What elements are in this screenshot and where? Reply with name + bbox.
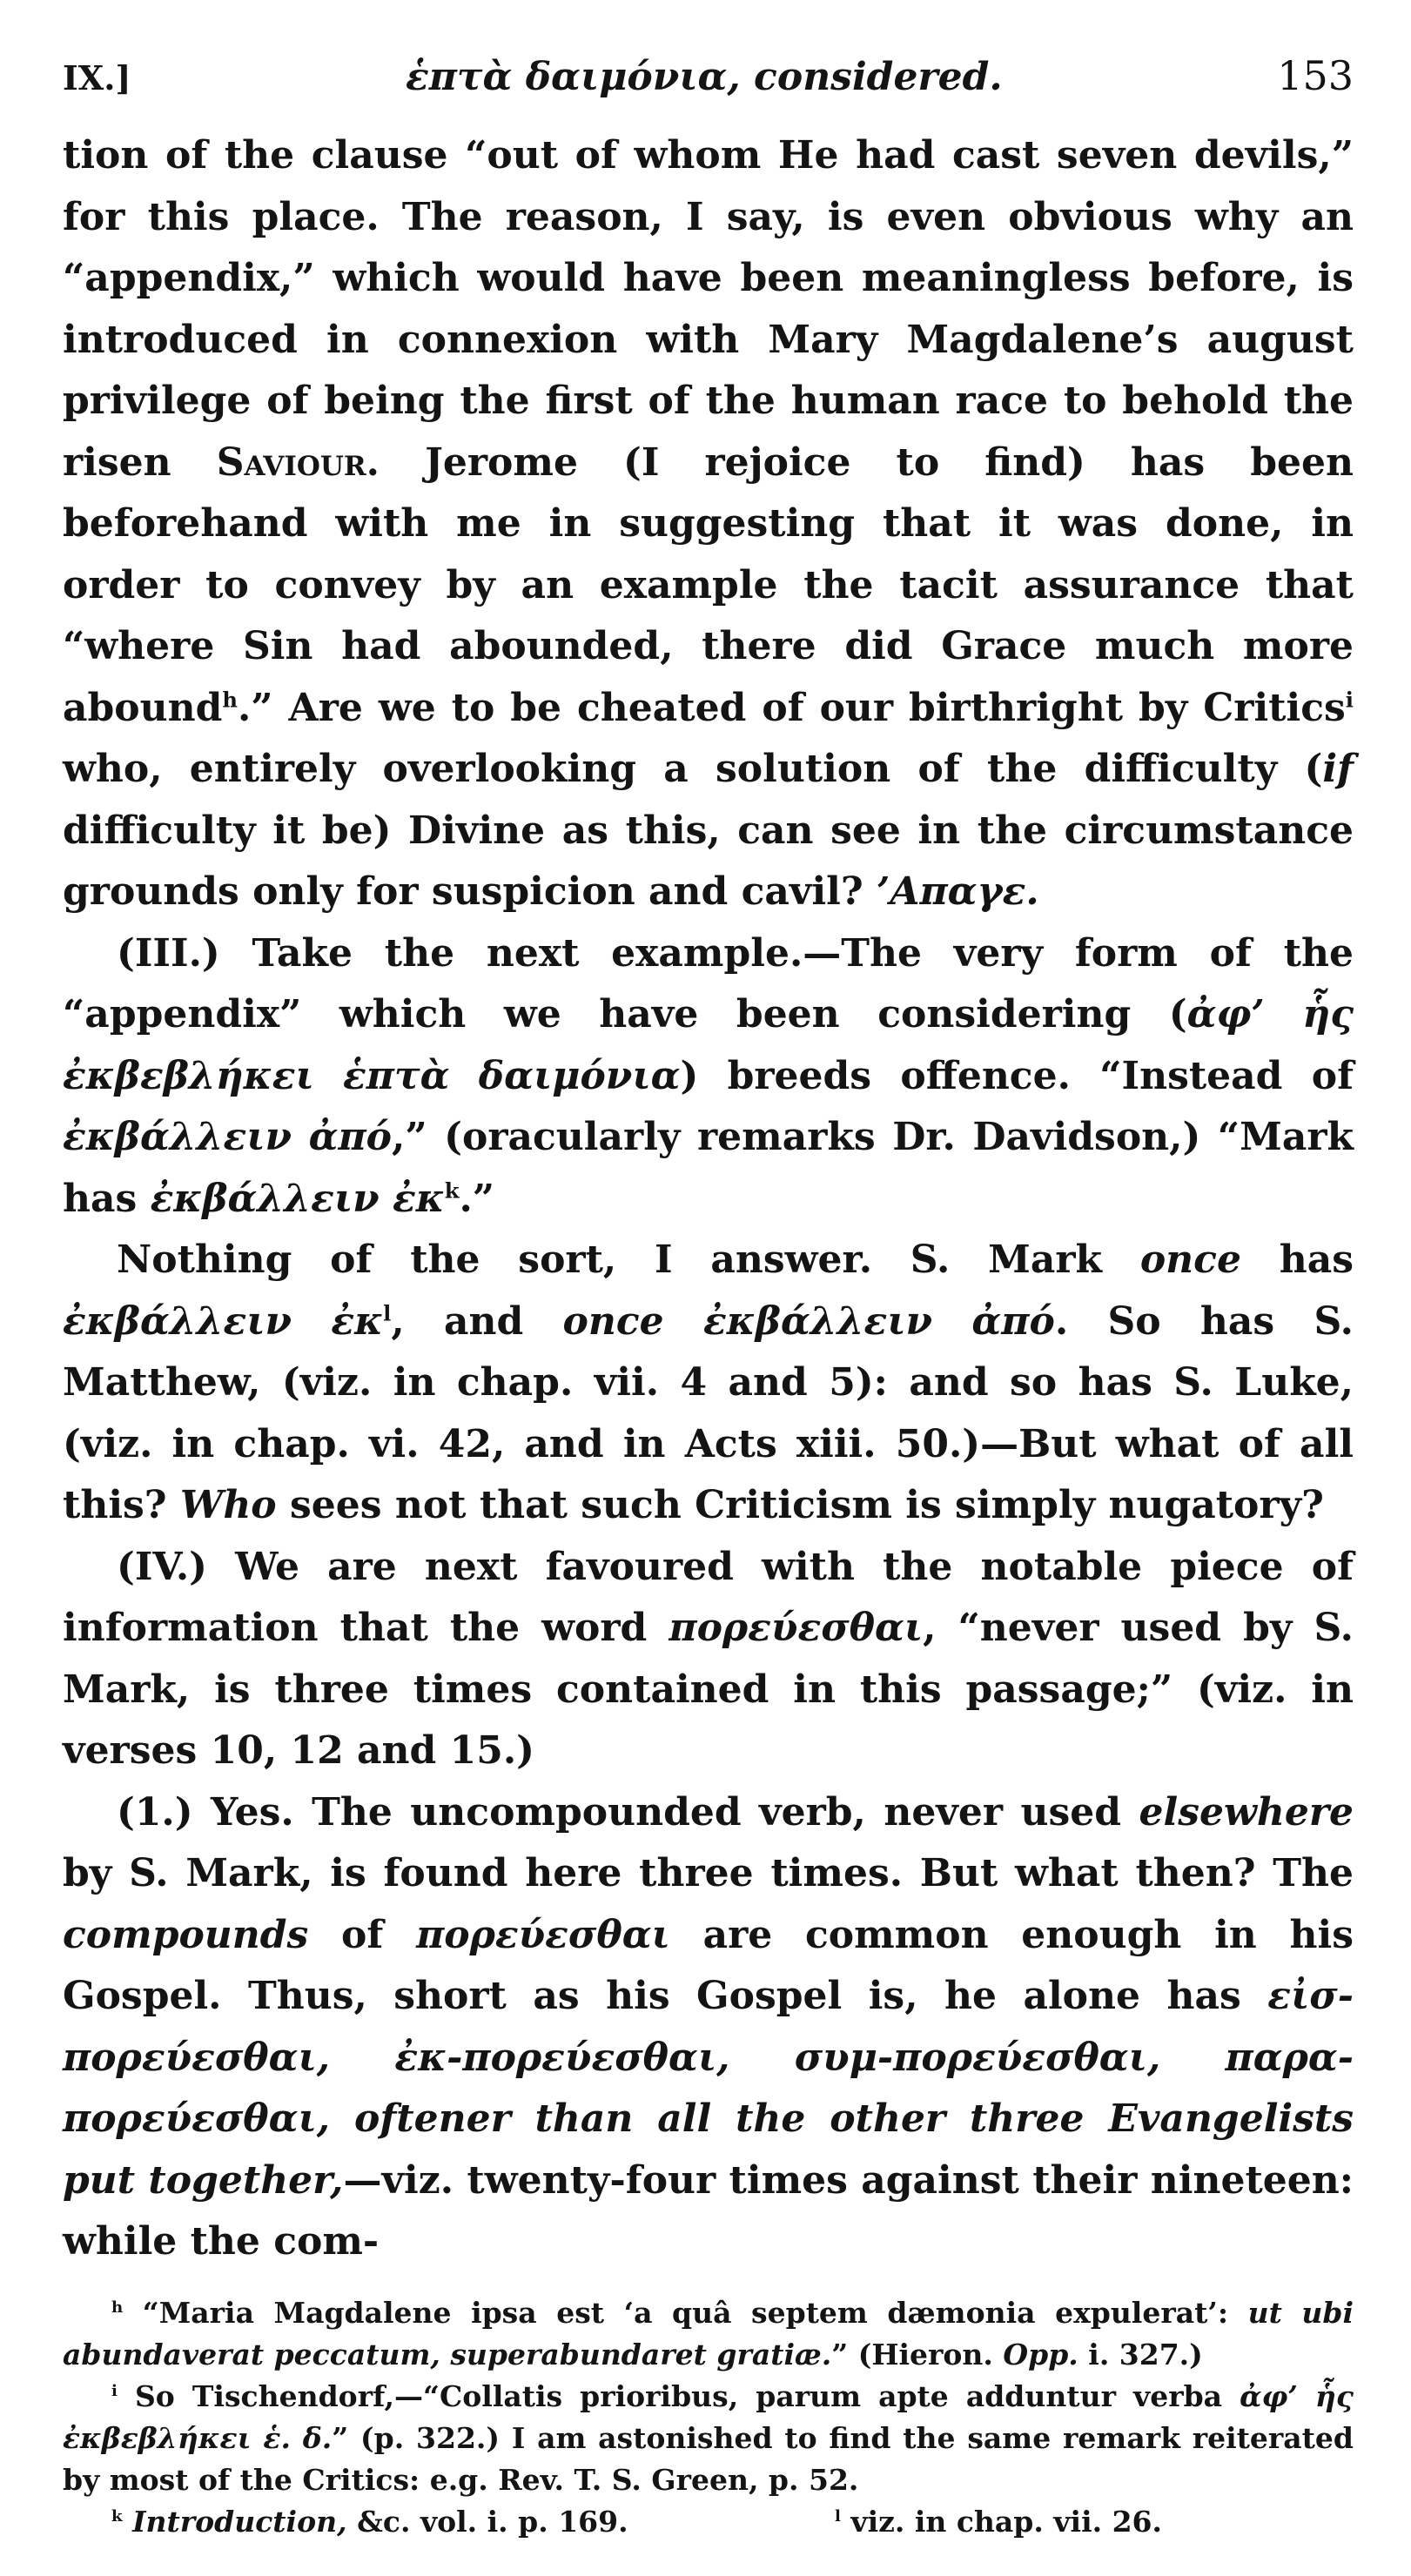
greek-phrase: ἀφ’ ἧς ἐκβεβλήκει ἑπτὰ δαιμόνια: [63, 992, 1354, 1098]
running-title: ἑπτὰ δαιμόνια, considered.: [405, 55, 1003, 99]
footnote-ref-k: k: [444, 1177, 460, 1203]
footnote-h: $^h$ “Maria Magdalene ipsa est ‘a quâ septem dæmonia expulerat’: ut ubi abundaverat peccatum, superabundaret gratiæ.” (Hieron. Opp. i. 327.): [63, 2295, 1354, 2371]
greek-phrase: πορεύεσθαι: [416, 1912, 670, 1957]
footnote-l: $^l$ viz. in chap. vii. 26.: [835, 2504, 1162, 2539]
greek-phrase: ἐκβάλλειν ἐκ: [63, 1298, 384, 1344]
main-text: [63, 125, 1354, 2273]
greek-phrase: ἐκβάλλειν ἀπό: [703, 1298, 1055, 1344]
small-caps-word: Saviour: [216, 439, 366, 485]
footnote-ref-h: h: [222, 686, 238, 712]
paragraph-3: Nothing of the sort, I answer. S. Mark once has ἐκβάλλειν ἐκ$^l$, and once ἐκβάλλειν ἀπό. So has S. Matthew, (viz. in chap. vii. 4 and 5): and so has S. Luke, (viz. in chap. vi. 42, and in Acts xiii. 50.)—But what of all this? Who sees not that such Criticism is simply nugatory?: [63, 1238, 1354, 1527]
chapter-marker: IX.]: [63, 58, 131, 97]
footnote-i: $^i$ So Tischendorf,—“Collatis prioribus, parum apte adduntur verba ἀφ’ ἧς ἐκβεβλήκει ἑ. δ.” (p. 322.) I am astonished to find the same remark reiterated by most of the Critics: e.g. Rev. T. S. Green, p. 52.: [63, 2378, 1354, 2497]
greek-phrase: ἐκβάλλειν ἐκ: [150, 1176, 445, 1221]
footnotes: [63, 2292, 1354, 2543]
footnote-ref-l: l: [383, 1299, 392, 1325]
greek-phrase: εἰσ-πορεύεσθαι, ἐκ-πορεύεσθαι, συμ-πορεύεσθαι, παρα-πορεύεσθαι,: [63, 1974, 1354, 2141]
paragraph-4: (IV.) We are next favoured with the notable piece of information that the word πορεύεσθαι, “never used by S. Mark, is three times contained in this passage;” (viz. in verses 10, 12 and 15.): [63, 1544, 1354, 1773]
running-header: [63, 52, 1354, 108]
greek-phrase: ἐκβάλλειν ἀπό: [63, 1115, 393, 1159]
footnote-row: [63, 2501, 1354, 2543]
footnote-ref-i: i: [1345, 686, 1354, 712]
footnote-k: $^k$ Introduction, &c. vol. i. p. 169.: [111, 2504, 628, 2539]
page-number: 153: [1277, 52, 1354, 99]
paragraph-2: (III.) Take the next example.—The very form of the “appendix” which we have been considering (ἀφ’ ἧς ἐκβεβλήκει ἑπτὰ δαιμόνια) breeds offence. “Instead of ἐκβάλλειν ἀπό,” (oracularly remarks Dr. Davidson,) “Mark has ἐκβάλλειν ἐκ$^k$.”: [63, 930, 1354, 1221]
greek-phrase: πορεύεσθαι: [669, 1606, 924, 1650]
greek-phrase: ’Απαγε.: [877, 869, 1039, 914]
paragraph-1: tion of the clause “out of whom He had cast seven devils,” for this place. The reason, I say, is even obvious why an “appendix,” which would have been meaningless before, is introduced in connexion with Mary Magdalene’s august privilege of being the first of the human race to behold the risen Saviour. Jerome (I rejoice to find) has been beforehand with me in suggesting that it was done, in order to convey by an example the tacit assurance that “where Sin had abounded, there did Grace much more abound$^h$.” Are we to be cheated of our birthright by Critics$^i$ who, entirely overlooking a solution of the difficulty (if difficulty it be) Divine as this, can see in the circumstance grounds only for suspicion and cavil? ’Απαγε.: [63, 133, 1354, 914]
paragraph-5: (1.) Yes. The uncompounded verb, never used elsewhere by S. Mark, is found here three times. But what then? The compounds of πορεύεσθαι are common enough in his Gospel. Thus, short as his Gospel is, he alone has εἰσ-πορεύεσθαι, ἐκ-πορεύεσθαι, συμ-πορεύεσθαι, παρα-πορεύεσθαι, oftener than all the other three Evangelists put together,—viz. twenty-four times against their nineteen: while the com-: [63, 1789, 1354, 2264]
